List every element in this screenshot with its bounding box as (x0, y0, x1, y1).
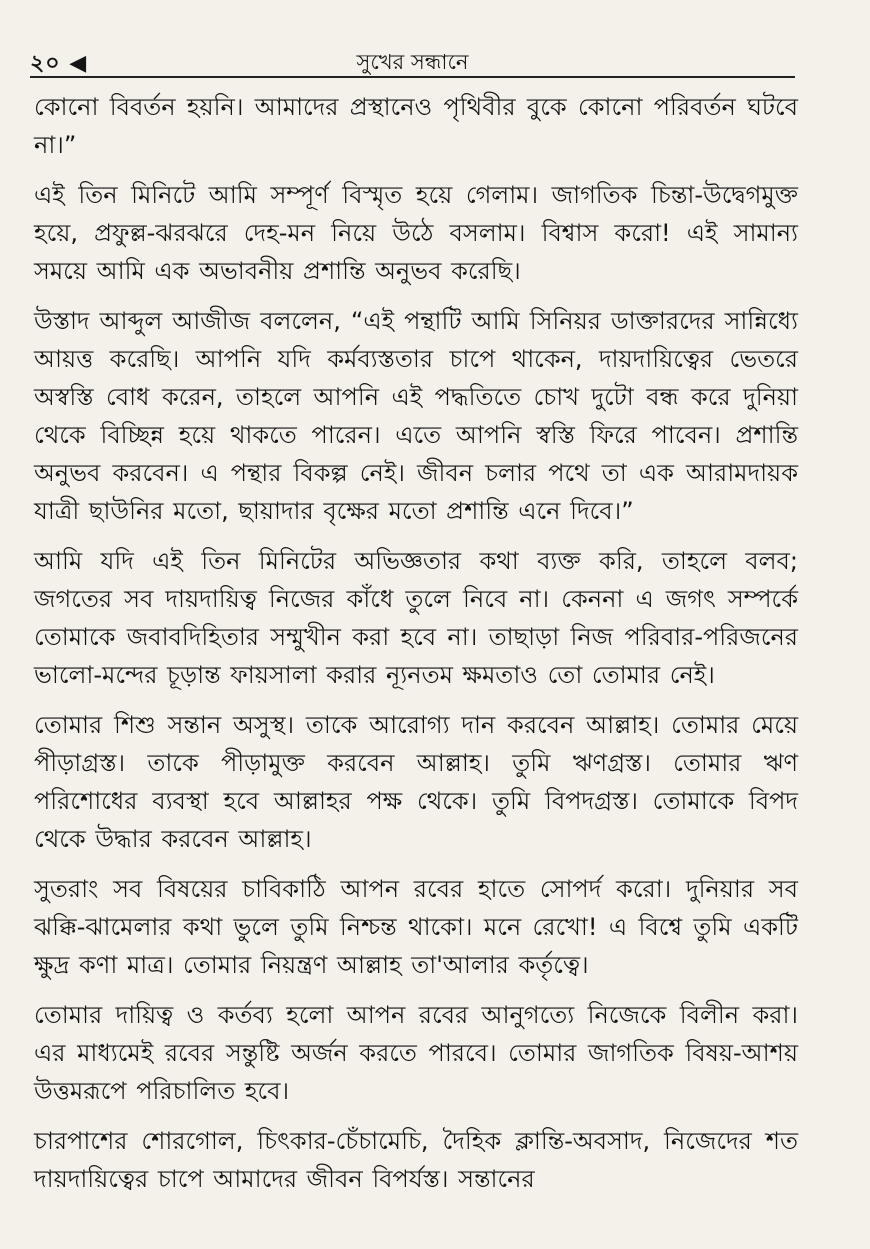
paragraph: এই তিন মিনিটে আমি সম্পূর্ণ বিস্মৃত হয়ে গেলাম। জাগতিক চিন্তা-উদ্বেগমুক্ত হয়ে, প্রফুল্ল-ঝরঝরে দেহ-মন নিয়ে উঠে বসলাম। বিশ্বাস করো! এই সামান্য সময়ে আমি এক অভাবনীয় প্রশান্তি অনুভব করেছি। (34, 181, 798, 285)
paragraph: কোনো বিবর্তন হয়নি। আমাদের প্রস্থানেও পৃথিবীর বুকে কোনো পরিবর্তন ঘটবে না।” (34, 93, 798, 159)
page-header (30, 44, 795, 78)
running-title: সুখের সন্ধানে (356, 50, 469, 74)
paragraph: তোমার শিশু সন্তান অসুস্থ। তাকে আরোগ্য দান করবেন আল্লাহ। তোমার মেয়ে পীড়াগ্রস্ত। তাকে পীড়ামুক্ত করবেন আল্লাহ। তুমি ঋণগ্রস্ত। তোমার ঋণ পরিশোধের ব্যবস্থা হবে আল্লাহর পক্ষ থেকে। তুমি বিপদগ্রস্ত। তোমাকে বিপদ থেকে উদ্ধার করবেন আল্লাহ। (34, 711, 798, 853)
header-divider (30, 76, 795, 78)
paragraph: সুতরাং সব বিষয়ের চাবিকাঠি আপন রবের হাতে সোপর্দ করো। দুনিয়ার সব ঝক্কি-ঝামেলার কথা ভুলে তুমি নিশ্চন্ত থাকো। মনে রেখো! এ বিশ্বে তুমি একটি ক্ষুদ্র কণা মাত্র। তোমার নিয়ন্ত্রণ আল্লাহ তা'আলার কর্তৃত্বে। (34, 875, 798, 979)
paragraph: চারপাশের শোরগোল, চিৎকার-চেঁচামেচি, দৈহিক ক্লান্তি-অবসাদ, নিজেদের শত দায়দায়িত্বের চাপে আমাদের জীবন বিপর্যস্ত। সন্তানের (34, 1127, 798, 1193)
page-number: ২০ ◀ (30, 51, 88, 76)
paragraph: আমি যদি এই তিন মিনিটের অভিজ্ঞতার কথা ব্যক্ত করি, তাহলে বলব; জগতের সব দায়দায়িত্ব নিজের কাঁধে তুলে নিবে না। কেননা এ জগৎ সম্পর্কে তোমাকে জবাবদিহিতার সম্মুখীন করা হবে না। তাছাড়া নিজ পরিবার-পরিজনের ভালো-মন্দের চূড়ান্ত ফায়সালা করার ন্যূনতম ক্ষমতাও তো তোমার নেই। (34, 547, 798, 689)
paragraph: তোমার দায়িত্ব ও কর্তব্য হলো আপন রবের আনুগত্যে নিজেকে বিলীন করা। এর মাধ্যমেই রবের সন্তুষ্টি অর্জন করতে পারবে। তোমার জাগতিক বিষয়-আশয় উত্তমরূপে পরিচালিত হবে। (34, 1001, 798, 1105)
body-text (34, 88, 798, 1198)
paragraph: উস্তাদ আব্দুল আজীজ বললেন, “এই পন্থাটি আমি সিনিয়র ডাক্তারদের সান্নিধ্যে আয়ত্ত করেছি। আপনি যদি কর্মব্যস্ততার চাপে থাকেন, দায়দায়িত্বের ভেতরে অস্বস্তি বোধ করেন, তাহলে আপনি এই পদ্ধতিতে চোখ দুটো বন্ধ করে দুনিয়া থেকে বিচ্ছিন্ন হয়ে থাকতে পারেন। এতে আপনি স্বস্তি ফিরে পাবেন। প্রশান্তি অনুভব করবেন। এ পন্থার বিকল্প নেই। জীবন চলার পথে তা এক আরামদায়ক যাত্রী ছাউনির মতো, ছায়াদার বৃক্ষের মতো প্রশান্তি এনে দিবে।” (34, 307, 798, 525)
